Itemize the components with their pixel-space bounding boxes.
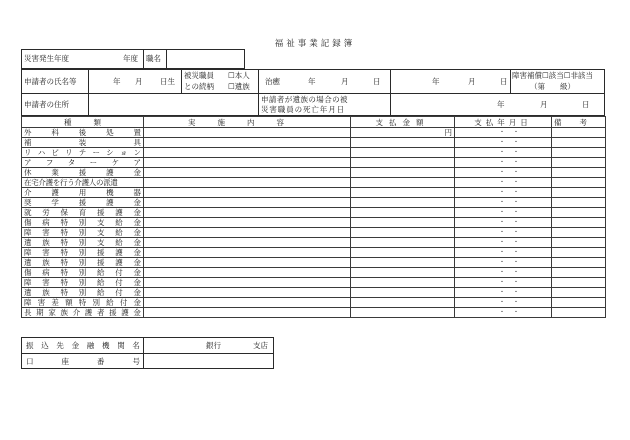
relation-bereaved-checkbox[interactable]: ☐遺族 [228,82,250,91]
blank-date-month[interactable]: 月 [468,77,476,86]
table-row [22,258,606,268]
table-row [22,278,606,288]
disability-checkbox[interactable]: 障害補償☐該当☐非該当 [512,71,593,80]
date-separator-dot: ・ [499,169,506,176]
date-separator-dot: ・ [512,219,519,226]
row-date-cell[interactable] [455,198,552,208]
date-separator-dot: ・ [499,129,506,136]
blank-date-year[interactable]: 年 [432,77,440,86]
date-separator-dot: ・ [512,139,519,146]
date-separator-dot: ・ [512,289,519,296]
row-date-cell[interactable] [455,158,552,168]
col-details-header: 実施内容 [144,117,351,128]
death-day[interactable]: 日 [582,100,590,109]
row-remarks-cell[interactable] [552,148,606,158]
row-remarks-cell[interactable] [552,218,606,228]
table-header-row [22,117,606,128]
row-details-cell[interactable] [144,158,351,168]
date-separator-dot: ・ [499,139,506,146]
row-details-cell[interactable] [144,288,351,298]
row-amount-cell[interactable] [351,238,455,248]
row-details-cell[interactable] [144,138,351,148]
applicant-birth-day[interactable]: 日生 [160,77,175,86]
death-label-2: 災害職員の死亡年月日 [261,105,345,114]
row-amount-cell[interactable] [351,158,455,168]
date-separator-dot: ・ [512,269,519,276]
date-separator-dot: ・ [512,189,519,196]
row-remarks-cell[interactable] [552,248,606,258]
row-details-cell[interactable] [144,258,351,268]
table-row [22,288,606,298]
row-remarks-cell[interactable] [552,238,606,248]
row-remarks-cell[interactable] [552,158,606,168]
occupation-field[interactable] [168,51,244,67]
row-remarks-cell[interactable] [552,278,606,288]
cure-label: 治癒 [265,77,280,86]
table-row [22,188,606,198]
date-separator-dot: ・ [499,159,506,166]
row-date-cell[interactable] [455,208,552,218]
row-type-label: 在宅介護を行う介護人の派遣 [22,178,144,188]
blank-date-day[interactable]: 日 [500,77,508,86]
date-separator-dot: ・ [512,309,519,316]
row-type-label: 休 業 援 護 金 [22,168,144,178]
table-row [22,158,606,168]
row-type-label: リ ハ ビ リ テ ー シ ョ ン [22,148,144,158]
death-year[interactable]: 年 [497,100,505,109]
row-date-cell[interactable] [455,278,552,288]
row-remarks-cell[interactable] [552,198,606,208]
table-row [22,308,606,318]
row-type-label: 介 護 用 機 器 [22,188,144,198]
row-date-cell[interactable] [455,298,552,308]
row-type-label: 遺 族 特 別 支 給 金 [22,238,144,248]
bank-suffix: 銀行 [206,341,221,350]
row-type-label: 補 装 具 [22,138,144,148]
address-field[interactable] [90,95,256,114]
row-amount-cell[interactable] [351,278,455,288]
row-details-cell[interactable] [144,198,351,208]
date-separator-dot: ・ [499,289,506,296]
row-details-cell[interactable] [144,218,351,228]
table-row [22,218,606,228]
row-type-label: 遺 族 特 別 援 護 金 [22,258,144,268]
row-remarks-cell[interactable] [552,308,606,318]
cure-year[interactable]: 年 [308,77,316,86]
relation-label-2: との続柄 [184,82,214,91]
row-type-label: 障 害 差 額 特 別 給 付 金 [22,298,144,308]
row-details-cell[interactable] [144,188,351,198]
row-details-cell[interactable] [144,208,351,218]
row-amount-cell[interactable] [351,138,455,148]
date-separator-dot: ・ [512,239,519,246]
row-details-cell[interactable] [144,178,351,188]
table-row [22,238,606,248]
occupation-label: 職名 [146,54,161,63]
row-amount-cell[interactable] [351,288,455,298]
row-amount-cell[interactable] [351,148,455,158]
applicant-birth-month[interactable]: 月 [135,77,143,86]
date-separator-dot: ・ [512,299,519,306]
date-separator-dot: ・ [512,179,519,186]
applicant-name-label: 申請者の氏名等 [24,77,77,86]
death-label-1: 申請者が遺族の場合の被 [261,95,348,104]
col-amount-header: 支払金額 [351,117,455,128]
row-type-label: 奨 学 援 護 金 [22,198,144,208]
row-remarks-cell[interactable] [552,268,606,278]
relation-self-checkbox[interactable]: ☐本人 [228,71,250,80]
disability-grade[interactable]: （第 級） [530,82,575,91]
row-amount-cell[interactable] [351,258,455,268]
address-label: 申請者の住所 [24,100,69,109]
date-separator-dot: ・ [499,309,506,316]
row-date-cell[interactable] [455,238,552,248]
table-row [22,198,606,208]
row-type-label: 長 期 家 族 介 護 者 援 護 金 [22,308,144,318]
row-remarks-cell[interactable] [552,128,606,138]
row-date-cell[interactable] [455,228,552,238]
account-label: 口 座 番 号 [26,357,140,366]
row-details-cell[interactable] [144,298,351,308]
row-date-cell[interactable] [455,248,552,258]
row-type-label: 傷 病 特 別 給 付 金 [22,268,144,278]
date-separator-dot: ・ [512,129,519,136]
row-amount-cell[interactable] [351,298,455,308]
date-separator-dot: ・ [512,199,519,206]
row-type-label: 傷 病 特 別 支 給 金 [22,218,144,228]
date-separator-dot: ・ [512,259,519,266]
date-separator-dot: ・ [512,229,519,236]
row-details-cell[interactable] [144,148,351,158]
date-separator-dot: ・ [512,209,519,216]
row-amount-cell[interactable] [351,178,455,188]
date-separator-dot: ・ [512,279,519,286]
row-amount-cell[interactable]: 円 [351,128,455,138]
row-amount-cell[interactable] [351,198,455,208]
date-separator-dot: ・ [499,279,506,286]
date-separator-dot: ・ [499,199,506,206]
table-row [22,298,606,308]
branch-suffix: 支店 [253,341,268,350]
row-date-cell[interactable] [455,308,552,318]
date-separator-dot: ・ [499,219,506,226]
col-type-header: 種 類 [22,117,144,128]
row-details-cell[interactable] [144,308,351,318]
row-date-cell[interactable] [455,288,552,298]
disaster-date-label: 災害発生年度 [24,54,69,63]
row-details-cell[interactable] [144,278,351,288]
applicant-birth-year[interactable]: 年 [113,77,121,86]
row-remarks-cell[interactable] [552,298,606,308]
row-remarks-cell[interactable] [552,178,606,188]
row-remarks-cell[interactable] [552,138,606,148]
row-date-cell[interactable] [455,128,552,138]
cure-day[interactable]: 日 [373,77,381,86]
cure-month[interactable]: 月 [341,77,349,86]
row-amount-cell[interactable] [351,168,455,178]
row-remarks-cell[interactable] [552,168,606,178]
row-type-label: 就 労 保 育 援 護 金 [22,208,144,218]
date-separator-dot: ・ [499,249,506,256]
row-details-cell[interactable] [144,248,351,258]
page-title: 福祉事業記録簿 [274,39,356,49]
row-date-cell[interactable] [455,168,552,178]
disaster-year-field[interactable]: 年度 [123,54,138,63]
row-remarks-cell[interactable] [552,258,606,268]
row-remarks-cell[interactable] [552,228,606,238]
date-separator-dot: ・ [512,149,519,156]
bank-label: 振 込 先 金 融 機 関 名 [26,341,140,350]
table-row [22,128,606,138]
date-separator-dot: ・ [512,249,519,256]
row-date-cell[interactable] [455,188,552,198]
row-amount-cell[interactable] [351,308,455,318]
date-separator-dot: ・ [499,239,506,246]
row-amount-cell[interactable] [351,228,455,238]
date-separator-dot: ・ [499,149,506,156]
row-amount-cell[interactable] [351,248,455,258]
col-date-header: 支払年月日 [455,117,552,128]
date-separator-dot: ・ [499,229,506,236]
row-details-cell[interactable] [144,268,351,278]
date-separator-dot: ・ [512,169,519,176]
row-date-cell[interactable] [455,148,552,158]
row-details-cell[interactable] [144,128,351,138]
date-separator-dot: ・ [499,189,506,196]
row-type-label: 障 害 特 別 給 付 金 [22,278,144,288]
row-remarks-cell[interactable] [552,288,606,298]
row-date-cell[interactable] [455,178,552,188]
col-remarks-header: 備考 [552,117,606,128]
welfare-records-table [21,116,606,318]
table-row [22,138,606,148]
row-date-cell[interactable] [455,258,552,268]
table-row [22,268,606,278]
date-separator-dot: ・ [499,209,506,216]
death-month[interactable]: 月 [540,100,548,109]
row-type-label: 遺 族 特 別 給 付 金 [22,288,144,298]
account-number-field[interactable] [145,355,272,368]
row-remarks-cell[interactable] [552,208,606,218]
row-type-label: 障 害 特 別 支 給 金 [22,228,144,238]
row-date-cell[interactable] [455,138,552,148]
row-type-label: ア フ タ ー ケ ア [22,158,144,168]
row-amount-cell[interactable] [351,208,455,218]
row-type-label: 外 科 後 処 置 [22,128,144,138]
row-date-cell[interactable] [455,218,552,228]
row-details-cell[interactable] [144,228,351,238]
row-amount-cell[interactable] [351,268,455,278]
row-remarks-cell[interactable] [552,188,606,198]
row-details-cell[interactable] [144,238,351,248]
table-row [22,178,606,188]
row-amount-cell[interactable] [351,188,455,198]
row-type-label: 障 害 特 別 援 護 金 [22,248,144,258]
table-row [22,228,606,238]
table-row [22,148,606,158]
date-separator-dot: ・ [499,179,506,186]
date-separator-dot: ・ [499,269,506,276]
table-row [22,208,606,218]
row-date-cell[interactable] [455,268,552,278]
table-row [22,248,606,258]
row-amount-cell[interactable] [351,218,455,228]
date-separator-dot: ・ [499,299,506,306]
row-details-cell[interactable] [144,168,351,178]
date-separator-dot: ・ [499,259,506,266]
relation-label-1: 被災職員 [184,71,214,80]
table-row [22,168,606,178]
date-separator-dot: ・ [512,159,519,166]
